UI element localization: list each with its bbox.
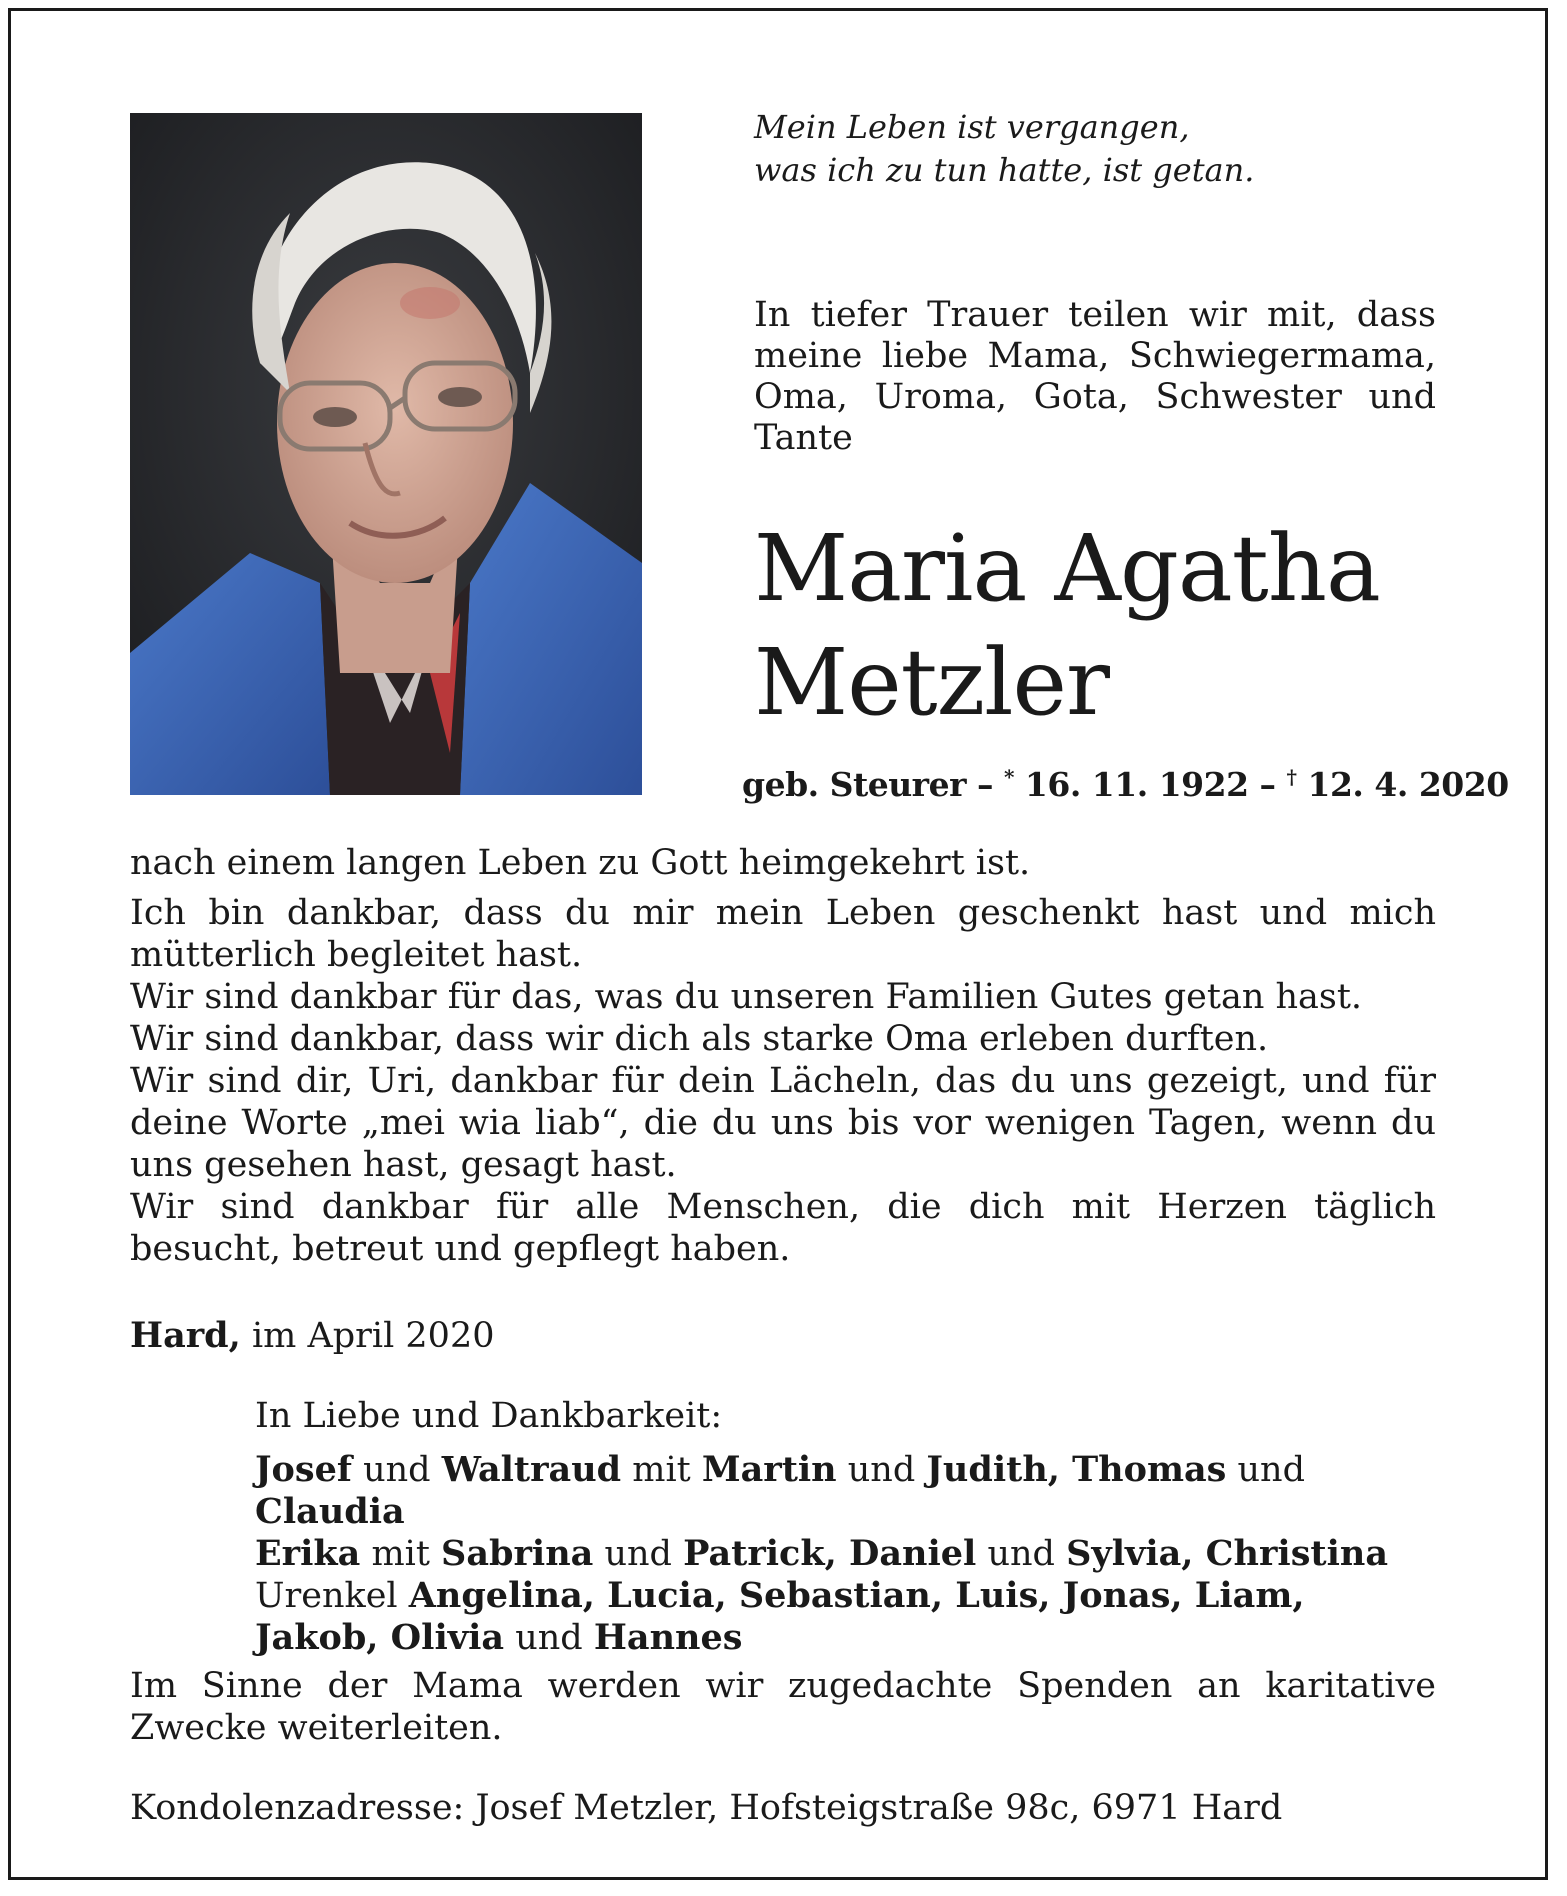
family-connector: und [976,1534,1067,1574]
place-date [130,1315,830,1357]
deceased-name [754,512,1454,740]
verse [754,106,1454,192]
family-member-name: Judith, Thomas [926,1449,1227,1490]
family-line [255,1449,1436,1533]
family-line [255,1617,1436,1659]
family-member-name: Claudia [255,1491,405,1532]
family-lead: In Liebe und Dankbarkeit: [255,1396,723,1436]
place-town: Hard, [130,1315,241,1356]
family-list [255,1395,1436,1659]
condolence-address: Kondolenzadresse: Josef Metzler, Hofsteigstraße 98c, 6971 Hard [130,1788,1283,1828]
family-member-name: Hannes [593,1617,743,1658]
portrait-illustration [130,113,642,795]
family-member-name: Patrick, Daniel [683,1533,977,1574]
family-connector: Urenkel [255,1576,409,1616]
family-member-name: Josef [255,1449,352,1490]
portrait-photo [130,113,642,795]
birth-symbol: * [1003,765,1014,789]
family-member-name: Waltraud [441,1449,622,1490]
family-connector: mit [621,1450,702,1490]
verse-line: Mein Leben ist vergangen, [754,108,1190,146]
separator: – [1248,765,1287,804]
birth-date: 16. 11. 1922 [1013,765,1249,804]
separator: – [965,765,1004,804]
family-member-name: Jakob, Olivia [255,1617,505,1658]
body-paragraph: nach einem langen Leben zu Gott heimgekehrt ist. [130,843,1031,883]
family-connector: und [593,1534,684,1574]
body-text [130,842,1436,1270]
family-member-name: Angelina, Lucia, Sebastian, Luis, Jonas, Liam, [408,1575,1305,1616]
family-connector: und [1226,1450,1306,1490]
death-symbol: † [1286,765,1297,789]
name-line: Maria Agatha [754,515,1380,622]
family-connector: mit [360,1534,442,1574]
family-connector: und [836,1450,927,1490]
body-paragraph: Wir sind dir, Uri, dankbar für dein Lächeln, das du uns gezeigt, und für deine Worte „mei wia liab“, die du uns bis vor wenigen Tagen, wenn du uns gesehen hast, gesagt hast. [130,1061,1436,1185]
family-member-name: Sabrina [441,1533,594,1574]
family-line [255,1575,1436,1617]
place-date-text: im April 2020 [240,1316,495,1356]
family-member-name: Martin [701,1449,837,1490]
life-dates [742,756,1509,806]
death-date: 12. 4. 2020 [1296,765,1509,804]
family-connector: und [351,1450,442,1490]
name-line: Metzler [754,629,1109,736]
family-member-name: Sylvia, Christina [1066,1533,1388,1574]
donation-note: Im Sinne der Mama werden wir zugedachte Spenden an karitative Zwecke weiterleiten. [130,1666,1436,1748]
body-paragraph: Wir sind dankbar, dass wir dich als starke Oma erleben durften. [130,1019,1269,1059]
family-member-name: Erika [255,1533,361,1574]
body-paragraph: Ich bin dankbar, dass du mir mein Leben geschenkt hast und mich mütterlich begleitet hast. [130,893,1436,975]
intro-text: In tiefer Trauer teilen wir mit, dass meine liebe Mama, Schwiegermama, Oma, Uroma, Gota, Schwester und Tante [754,295,1436,458]
family-connector: und [504,1618,594,1658]
body-paragraph: Wir sind dankbar für das, was du unseren Familien Gutes getan hast. [130,977,1363,1017]
verse-line: was ich zu tun hatte, ist getan. [754,151,1255,189]
maiden-name: geb. Steurer [742,765,966,804]
body-paragraph: Wir sind dankbar für alle Menschen, die dich mit Herzen täglich besucht, betreut und gepflegt haben. [130,1187,1436,1269]
family-line [255,1533,1436,1575]
